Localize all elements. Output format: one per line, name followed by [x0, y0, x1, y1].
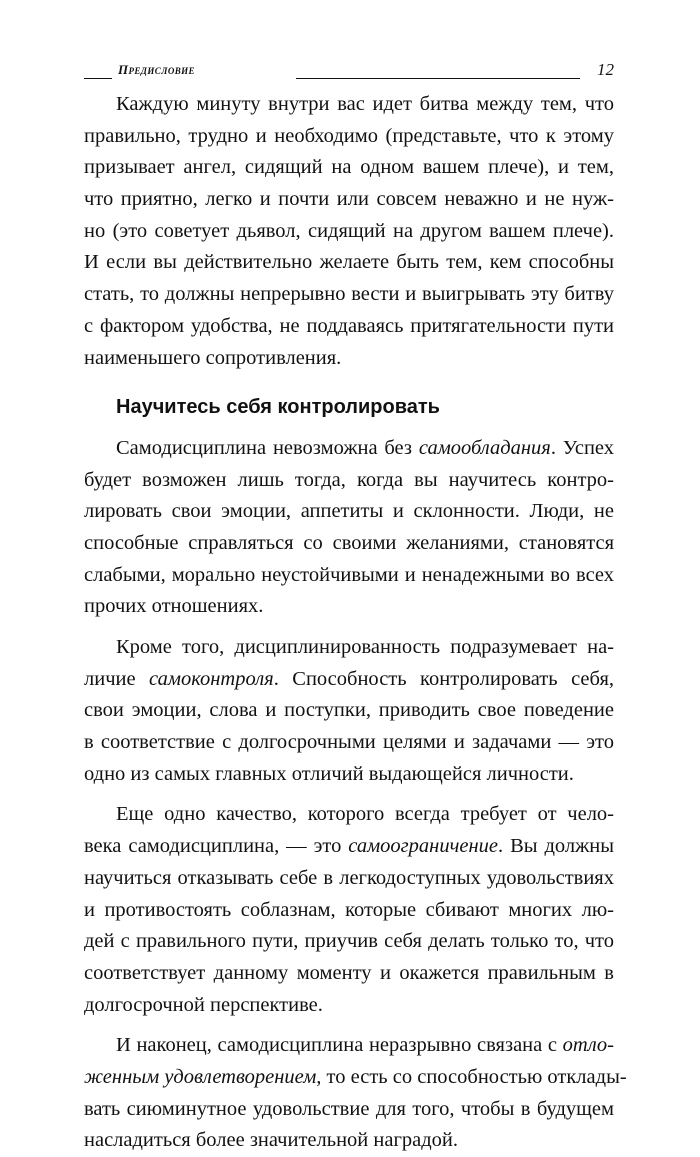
text-line: слабыми, морально неустойчивыми и ненадежными во всех: [84, 563, 614, 586]
running-head-lead-rule: [84, 78, 112, 79]
text-line: И если вы действительно желаете быть тем, кем способны: [84, 251, 614, 274]
emphasis-term: отло-: [562, 1034, 614, 1057]
text-line: свои эмоции, слова и поступки, приводить свое поведение: [84, 699, 614, 722]
section-heading: Научитесь себя контролировать: [116, 396, 440, 419]
text-line: женным удовлетворением, то есть со способностью отклады-: [84, 1065, 627, 1088]
text-line: в соответствие с долгосрочными целями и задачами — это: [84, 731, 614, 754]
paragraph-2: [84, 632, 614, 790]
text-line: лировать свои эмоции, аппетиты и склонности. Люди, не: [84, 500, 614, 523]
text-line: одно из самых главных отличий выдающейся личности.: [84, 762, 574, 785]
text-line: Кроме того, дисциплинированность подразумевает на-: [116, 636, 614, 658]
text-line: долгосрочной перспективе.: [84, 993, 323, 1016]
text-line: с фактором удобства, не поддаваясь притягательности пути: [84, 314, 614, 337]
text-line: Еще одно качество, которого всегда требует от чело-: [116, 803, 614, 826]
emphasis-term: самоограничение: [348, 835, 498, 858]
emphasis-term: женным удовлетворением,: [84, 1065, 322, 1088]
text-line: Каждую минуту внутри вас идет битва между тем, что: [116, 93, 614, 115]
text-line: Самодисциплина невозможна без самообладания. Успех: [116, 436, 615, 459]
text-line: И наконец, самодисциплина неразрывно связана с отло-: [116, 1034, 614, 1057]
text-line: правильно, трудно и необходимо (представьте, что к этому: [84, 124, 614, 147]
text-line: дей с правильного пути, приучив себя делать только то, что: [84, 930, 614, 953]
running-head-section: Предисловие: [118, 62, 195, 77]
body-text: [84, 89, 627, 1157]
text-line: стать, то должны непрерывно вести и выигрывать эту битву: [84, 283, 614, 306]
text-line: научиться отказывать себе в легкодоступных удовольствиях: [84, 866, 614, 889]
page-number: 12: [597, 60, 614, 79]
text-line: что приятно, легко и почти или совсем неважно и не нуж-: [84, 188, 614, 211]
text-line: призывает ангел, сидящий на одном вашем плече), и тем,: [84, 156, 614, 179]
text-line: века самодисциплина, — это самоограничение. Вы должны: [84, 835, 614, 858]
text-line: будет возможен лишь тогда, когда вы научитесь контро-: [84, 468, 614, 491]
text-line: соответствует данному моменту и окажется правильным в: [84, 961, 614, 984]
emphasis-term: самообладания: [418, 436, 551, 459]
paragraph-3: [84, 799, 614, 1021]
intro-paragraph: [84, 89, 614, 374]
paragraph-4: [84, 1030, 627, 1157]
running-head: [84, 56, 614, 82]
text-line: вать сиюминутное удовольствие для того, чтобы в будущем: [84, 1097, 614, 1120]
text-line: наименьшего сопротивления.: [84, 346, 342, 369]
emphasis-term: самоконтроля: [149, 667, 274, 690]
text-line: но (это советует дьявол, сидящий на другом вашем плече).: [84, 219, 614, 242]
text-line: способные справляться со своими желаниями, становятся: [84, 531, 614, 554]
text-line: насладиться более значительной наградой.: [84, 1129, 459, 1152]
paragraph-1: [84, 433, 614, 623]
text-line: и противостоять соблазнам, которые сбивают многих лю-: [84, 898, 614, 921]
running-head-rule: [296, 78, 580, 79]
text-line: прочих отношениях.: [84, 595, 264, 618]
text-line: личие самоконтроля. Способность контролировать себя,: [84, 667, 614, 690]
